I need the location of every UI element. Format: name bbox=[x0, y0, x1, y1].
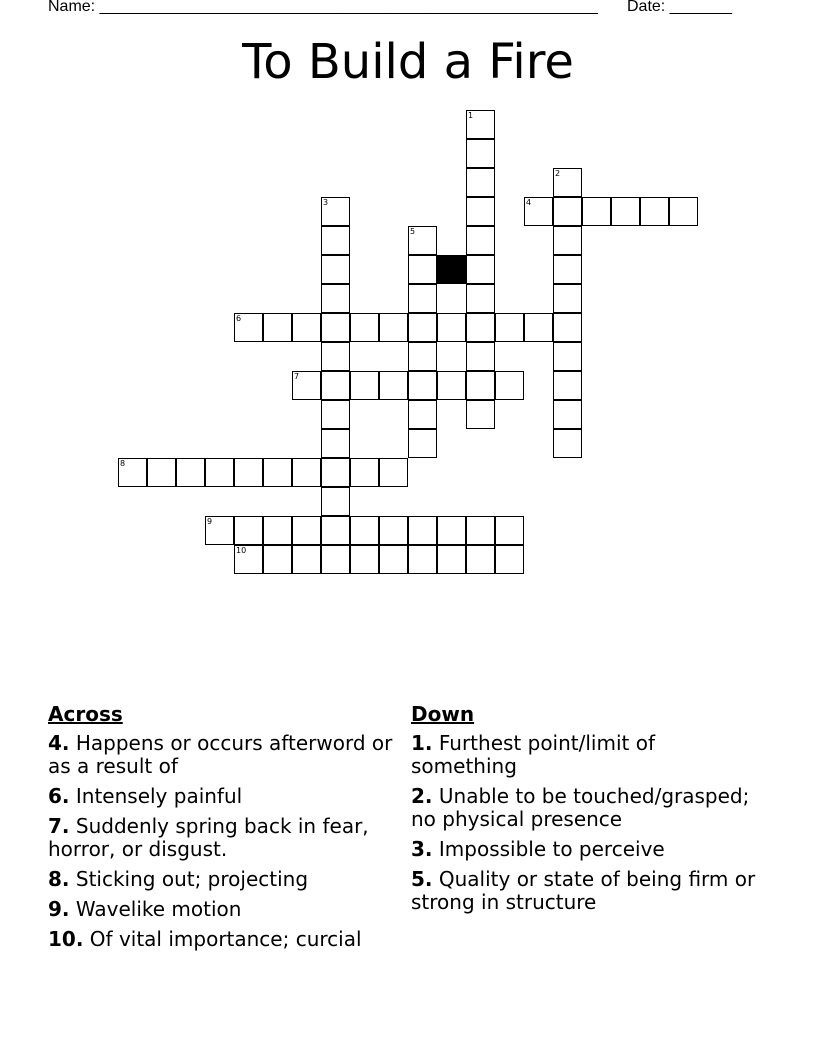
grid-cell[interactable] bbox=[553, 168, 582, 197]
grid-cell[interactable] bbox=[408, 371, 437, 400]
clue-number: 5. bbox=[411, 867, 433, 891]
down-clues bbox=[411, 702, 761, 921]
clue-text: Impossible to perceive bbox=[438, 837, 665, 861]
grid-cell[interactable] bbox=[466, 226, 495, 255]
across-heading: Across bbox=[48, 702, 123, 726]
clue-text: Suddenly spring back in fear, horror, or disgust. bbox=[48, 814, 369, 861]
grid-cell[interactable] bbox=[553, 197, 582, 226]
grid-cell[interactable] bbox=[437, 371, 466, 400]
grid-cell[interactable] bbox=[437, 313, 466, 342]
grid-cell[interactable] bbox=[437, 545, 466, 574]
clue-number: 7. bbox=[48, 814, 70, 838]
grid-cell[interactable] bbox=[466, 545, 495, 574]
clue-text: Unable to be touched/grasped; no physical presence bbox=[411, 784, 750, 831]
clue-number-label: 2 bbox=[555, 169, 561, 178]
grid-cell[interactable] bbox=[350, 545, 379, 574]
grid-cell[interactable] bbox=[553, 284, 582, 313]
grid-cell[interactable] bbox=[321, 226, 350, 255]
clue-number-label: 6 bbox=[236, 314, 242, 323]
clue-number-label: 10 bbox=[236, 546, 247, 555]
across-clue bbox=[48, 732, 408, 778]
grid-cell[interactable] bbox=[495, 313, 524, 342]
down-clue bbox=[411, 838, 761, 861]
grid-cell[interactable] bbox=[466, 197, 495, 226]
grid-cell[interactable] bbox=[553, 255, 582, 284]
grid-cell[interactable] bbox=[408, 429, 437, 458]
clue-text: Furthest point/limit of something bbox=[411, 731, 655, 778]
grid-cell[interactable] bbox=[321, 516, 350, 545]
grid-cell[interactable] bbox=[292, 458, 321, 487]
grid-cell[interactable] bbox=[553, 429, 582, 458]
grid-cell[interactable] bbox=[205, 516, 234, 545]
across-clue bbox=[48, 785, 408, 808]
clue-number-label: 5 bbox=[410, 227, 416, 236]
grid-cell[interactable] bbox=[466, 139, 495, 168]
grid-cell[interactable] bbox=[350, 516, 379, 545]
grid-cell[interactable] bbox=[495, 545, 524, 574]
grid-cell[interactable] bbox=[553, 313, 582, 342]
clue-text: Quality or state of being firm or strong in structure bbox=[411, 867, 756, 914]
grid-cell[interactable] bbox=[321, 429, 350, 458]
grid-cell[interactable] bbox=[350, 458, 379, 487]
page-title: To Build a Fire bbox=[242, 34, 574, 90]
name-field-label[interactable]: Name: ________________________________________________________ bbox=[48, 0, 598, 15]
grid-cell[interactable] bbox=[524, 197, 553, 226]
grid-cell[interactable] bbox=[321, 400, 350, 429]
grid-cell[interactable] bbox=[234, 458, 263, 487]
grid-cell[interactable] bbox=[321, 371, 350, 400]
grid-cell[interactable] bbox=[321, 458, 350, 487]
grid-cell[interactable] bbox=[379, 516, 408, 545]
grid-cell[interactable] bbox=[640, 197, 669, 226]
clue-number-label: 7 bbox=[294, 372, 300, 381]
grid-cell[interactable] bbox=[321, 284, 350, 313]
grid-cell[interactable] bbox=[466, 400, 495, 429]
grid-cell[interactable] bbox=[321, 487, 350, 516]
grid-cell[interactable] bbox=[408, 313, 437, 342]
clue-number: 10. bbox=[48, 927, 84, 951]
grid-cell[interactable] bbox=[292, 545, 321, 574]
down-clue bbox=[411, 868, 761, 914]
grid-cell[interactable] bbox=[205, 458, 234, 487]
grid-cell[interactable] bbox=[466, 284, 495, 313]
grid-cell[interactable] bbox=[321, 197, 350, 226]
clue-number: 4. bbox=[48, 731, 70, 755]
grid-cell[interactable] bbox=[466, 342, 495, 371]
grid-cell[interactable] bbox=[263, 313, 292, 342]
clue-number-label: 3 bbox=[323, 198, 329, 207]
grid-cell[interactable] bbox=[582, 197, 611, 226]
grid-cell[interactable] bbox=[466, 255, 495, 284]
grid-cell[interactable] bbox=[408, 342, 437, 371]
grid-cell[interactable] bbox=[176, 458, 205, 487]
grid-cell[interactable] bbox=[379, 313, 408, 342]
grid-cell[interactable] bbox=[408, 516, 437, 545]
across-clue bbox=[48, 815, 408, 861]
grid-cell[interactable] bbox=[495, 371, 524, 400]
grid-cell[interactable] bbox=[611, 197, 640, 226]
grid-cell[interactable] bbox=[466, 371, 495, 400]
black-square bbox=[437, 255, 466, 284]
grid-cell[interactable] bbox=[263, 458, 292, 487]
grid-cell[interactable] bbox=[466, 313, 495, 342]
grid-cell[interactable] bbox=[437, 516, 466, 545]
grid-cell[interactable] bbox=[669, 197, 698, 226]
grid-cell[interactable] bbox=[408, 400, 437, 429]
grid-cell[interactable] bbox=[466, 110, 495, 139]
grid-cell[interactable] bbox=[234, 516, 263, 545]
clue-number-label: 9 bbox=[207, 517, 213, 526]
down-clue bbox=[411, 732, 761, 778]
grid-cell[interactable] bbox=[524, 313, 553, 342]
clue-number: 1. bbox=[411, 731, 433, 755]
grid-cell[interactable] bbox=[234, 313, 263, 342]
grid-cell[interactable] bbox=[350, 313, 379, 342]
grid-cell[interactable] bbox=[292, 516, 321, 545]
grid-cell[interactable] bbox=[147, 458, 176, 487]
grid-cell[interactable] bbox=[263, 516, 292, 545]
grid-cell[interactable] bbox=[466, 168, 495, 197]
grid-cell[interactable] bbox=[321, 313, 350, 342]
grid-cell[interactable] bbox=[321, 342, 350, 371]
grid-cell[interactable] bbox=[553, 226, 582, 255]
clue-number: 2. bbox=[411, 784, 433, 808]
grid-cell[interactable] bbox=[553, 371, 582, 400]
grid-cell[interactable] bbox=[263, 545, 292, 574]
across-clues bbox=[48, 702, 408, 958]
across-clue bbox=[48, 928, 408, 951]
clue-number-label: 8 bbox=[120, 459, 126, 468]
grid-cell[interactable] bbox=[350, 371, 379, 400]
grid-cell[interactable] bbox=[118, 458, 147, 487]
clue-text: Sticking out; projecting bbox=[75, 867, 309, 891]
grid-cell[interactable] bbox=[495, 516, 524, 545]
clue-number: 9. bbox=[48, 897, 70, 921]
grid-cell[interactable] bbox=[466, 516, 495, 545]
grid-cell[interactable] bbox=[408, 284, 437, 313]
grid-cell[interactable] bbox=[379, 458, 408, 487]
clue-number-label: 4 bbox=[526, 198, 532, 207]
down-heading: Down bbox=[411, 702, 475, 726]
clue-text: Intensely painful bbox=[75, 784, 243, 808]
across-clue bbox=[48, 868, 408, 891]
grid-cell[interactable] bbox=[408, 545, 437, 574]
grid-cell[interactable] bbox=[292, 371, 321, 400]
date-field-label[interactable]: Date: _______ bbox=[627, 0, 732, 15]
down-clue bbox=[411, 785, 761, 831]
clue-text: Of vital importance; curcial bbox=[89, 927, 362, 951]
grid-cell[interactable] bbox=[292, 313, 321, 342]
grid-cell[interactable] bbox=[553, 400, 582, 429]
across-clue bbox=[48, 898, 408, 921]
clue-number: 3. bbox=[411, 837, 433, 861]
grid-cell[interactable] bbox=[408, 255, 437, 284]
clue-text: Wavelike motion bbox=[75, 897, 242, 921]
clue-number: 6. bbox=[48, 784, 70, 808]
grid-cell[interactable] bbox=[379, 545, 408, 574]
grid-cell[interactable] bbox=[321, 545, 350, 574]
grid-cell[interactable] bbox=[553, 342, 582, 371]
clue-number: 8. bbox=[48, 867, 70, 891]
grid-cell[interactable] bbox=[321, 255, 350, 284]
clue-text: Happens or occurs afterword or as a result of bbox=[48, 731, 393, 778]
clue-number-label: 1 bbox=[468, 111, 474, 120]
grid-cell[interactable] bbox=[234, 545, 263, 574]
grid-cell[interactable] bbox=[379, 371, 408, 400]
grid-cell[interactable] bbox=[408, 226, 437, 255]
